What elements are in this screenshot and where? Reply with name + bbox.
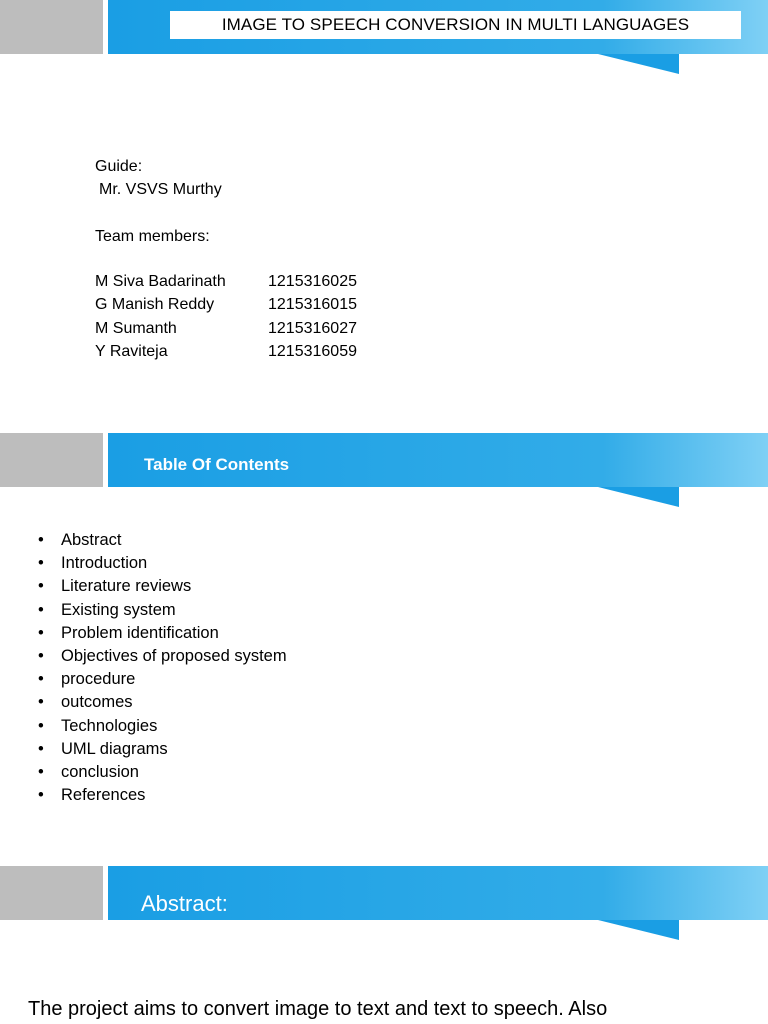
banner-graphic: [0, 433, 768, 513]
toc-item: • Objectives of proposed system: [38, 645, 287, 668]
toc-item: • References: [38, 784, 287, 807]
team-member-row: [95, 293, 395, 316]
toc-heading: Table Of Contents: [144, 455, 290, 474]
bullet-icon: •: [38, 670, 44, 689]
bullet-icon: •: [38, 554, 44, 573]
team-member-row: [95, 340, 395, 363]
banner-graphic: [0, 866, 768, 946]
member-name: G Manish Reddy: [95, 296, 215, 314]
member-name: M Siva Badarinath: [95, 273, 226, 290]
team-label: Team members:: [95, 228, 210, 245]
banner-tab: [598, 920, 679, 940]
abstract-banner: [0, 866, 768, 946]
toc-item: • Introduction: [38, 552, 287, 575]
bullet-icon: •: [38, 646, 44, 665]
presentation-title: IMAGE TO SPEECH CONVERSION IN MULTI LANGUAGES: [170, 11, 741, 39]
member-id: 1215316059: [268, 342, 357, 360]
team-member-row: [95, 270, 395, 293]
toc-item: • UML diagrams: [38, 738, 287, 761]
bullet-icon: •: [38, 786, 44, 805]
toc-list: [38, 529, 287, 807]
title-slide: [0, 0, 768, 430]
toc-item: • Abstract: [38, 529, 287, 552]
member-id: 1215316027: [268, 319, 357, 337]
bullet-icon: •: [38, 531, 44, 549]
guide-label: Guide:: [95, 158, 143, 175]
bullet-icon: •: [38, 577, 44, 596]
bullet-icon: •: [38, 600, 44, 619]
banner-gray-block: [0, 0, 103, 54]
toc-item: • Existing system: [38, 599, 287, 622]
title-slide-banner: [0, 0, 768, 80]
member-id: 1215316025: [268, 273, 357, 290]
banner-gray-block: [0, 433, 103, 487]
abstract-heading: Abstract:: [141, 891, 228, 916]
member-name: M Sumanth: [95, 319, 177, 337]
bullet-icon: •: [38, 739, 44, 758]
bullet-icon: •: [38, 623, 44, 642]
banner-gray-block: [0, 866, 103, 920]
toc-item: • Literature reviews: [38, 575, 287, 598]
abstract-body-text: The project aims to convert image to text and text to speech. Also: [28, 998, 608, 1020]
guide-name: Mr. VSVS Murthy: [99, 181, 222, 199]
toc-item: • procedure: [38, 668, 287, 691]
banner-tab: [598, 54, 679, 74]
bullet-icon: •: [38, 762, 44, 781]
toc-item: • Problem identification: [38, 622, 287, 645]
team-member-row: [95, 317, 395, 340]
banner-tab: [598, 487, 679, 507]
team-members-list: [95, 270, 395, 363]
toc-item: • conclusion: [38, 761, 287, 784]
toc-banner: [0, 433, 768, 513]
bullet-icon: •: [38, 693, 44, 712]
member-id: 1215316015: [268, 296, 357, 314]
guide-block: [95, 155, 222, 202]
member-name: Y Raviteja: [95, 342, 168, 360]
bullet-icon: •: [38, 716, 44, 735]
toc-item: • outcomes: [38, 691, 287, 714]
toc-item: • Technologies: [38, 715, 287, 738]
